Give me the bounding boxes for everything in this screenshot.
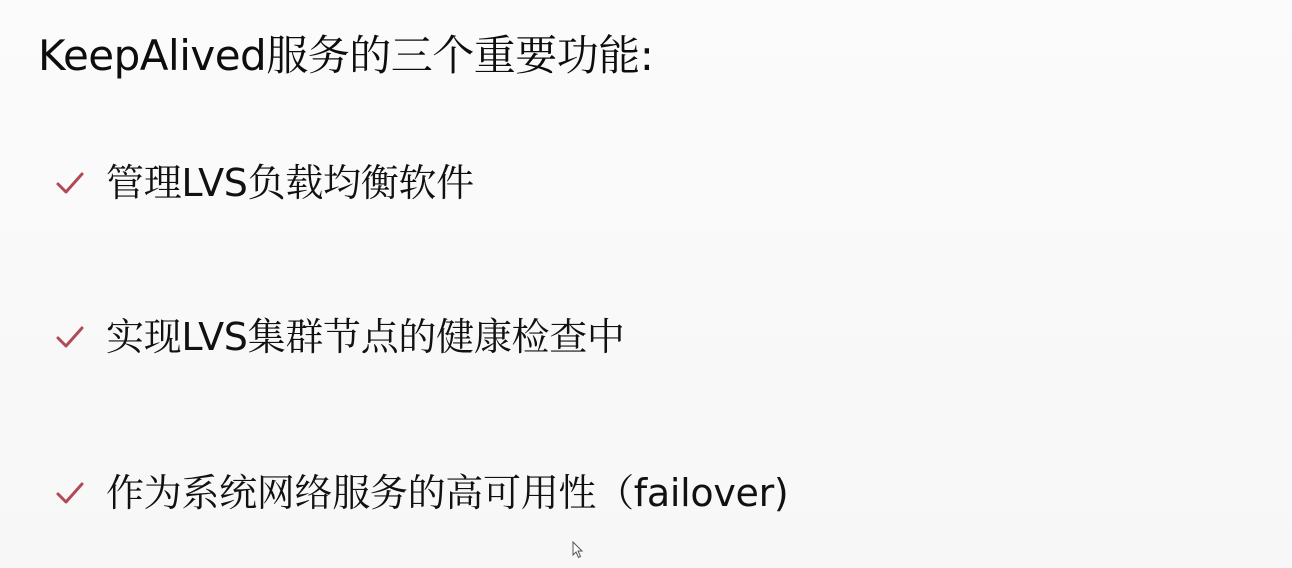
bullet-text: 作为系统网络服务的高可用性（failover) [106, 471, 789, 515]
bullet-item [54, 468, 788, 518]
checkmark-icon [54, 322, 88, 352]
bullet-item [54, 158, 474, 208]
bullet-item [54, 312, 625, 362]
slide-title: KeepAlived服务的三个重要功能: [38, 31, 654, 80]
checkmark-icon [54, 168, 88, 198]
bullet-text: 管理LVS负载均衡软件 [106, 161, 474, 205]
mouse-cursor-icon [572, 541, 584, 559]
checkmark-icon [54, 478, 88, 508]
bullet-text: 实现LVS集群节点的健康检查中 [106, 315, 625, 359]
